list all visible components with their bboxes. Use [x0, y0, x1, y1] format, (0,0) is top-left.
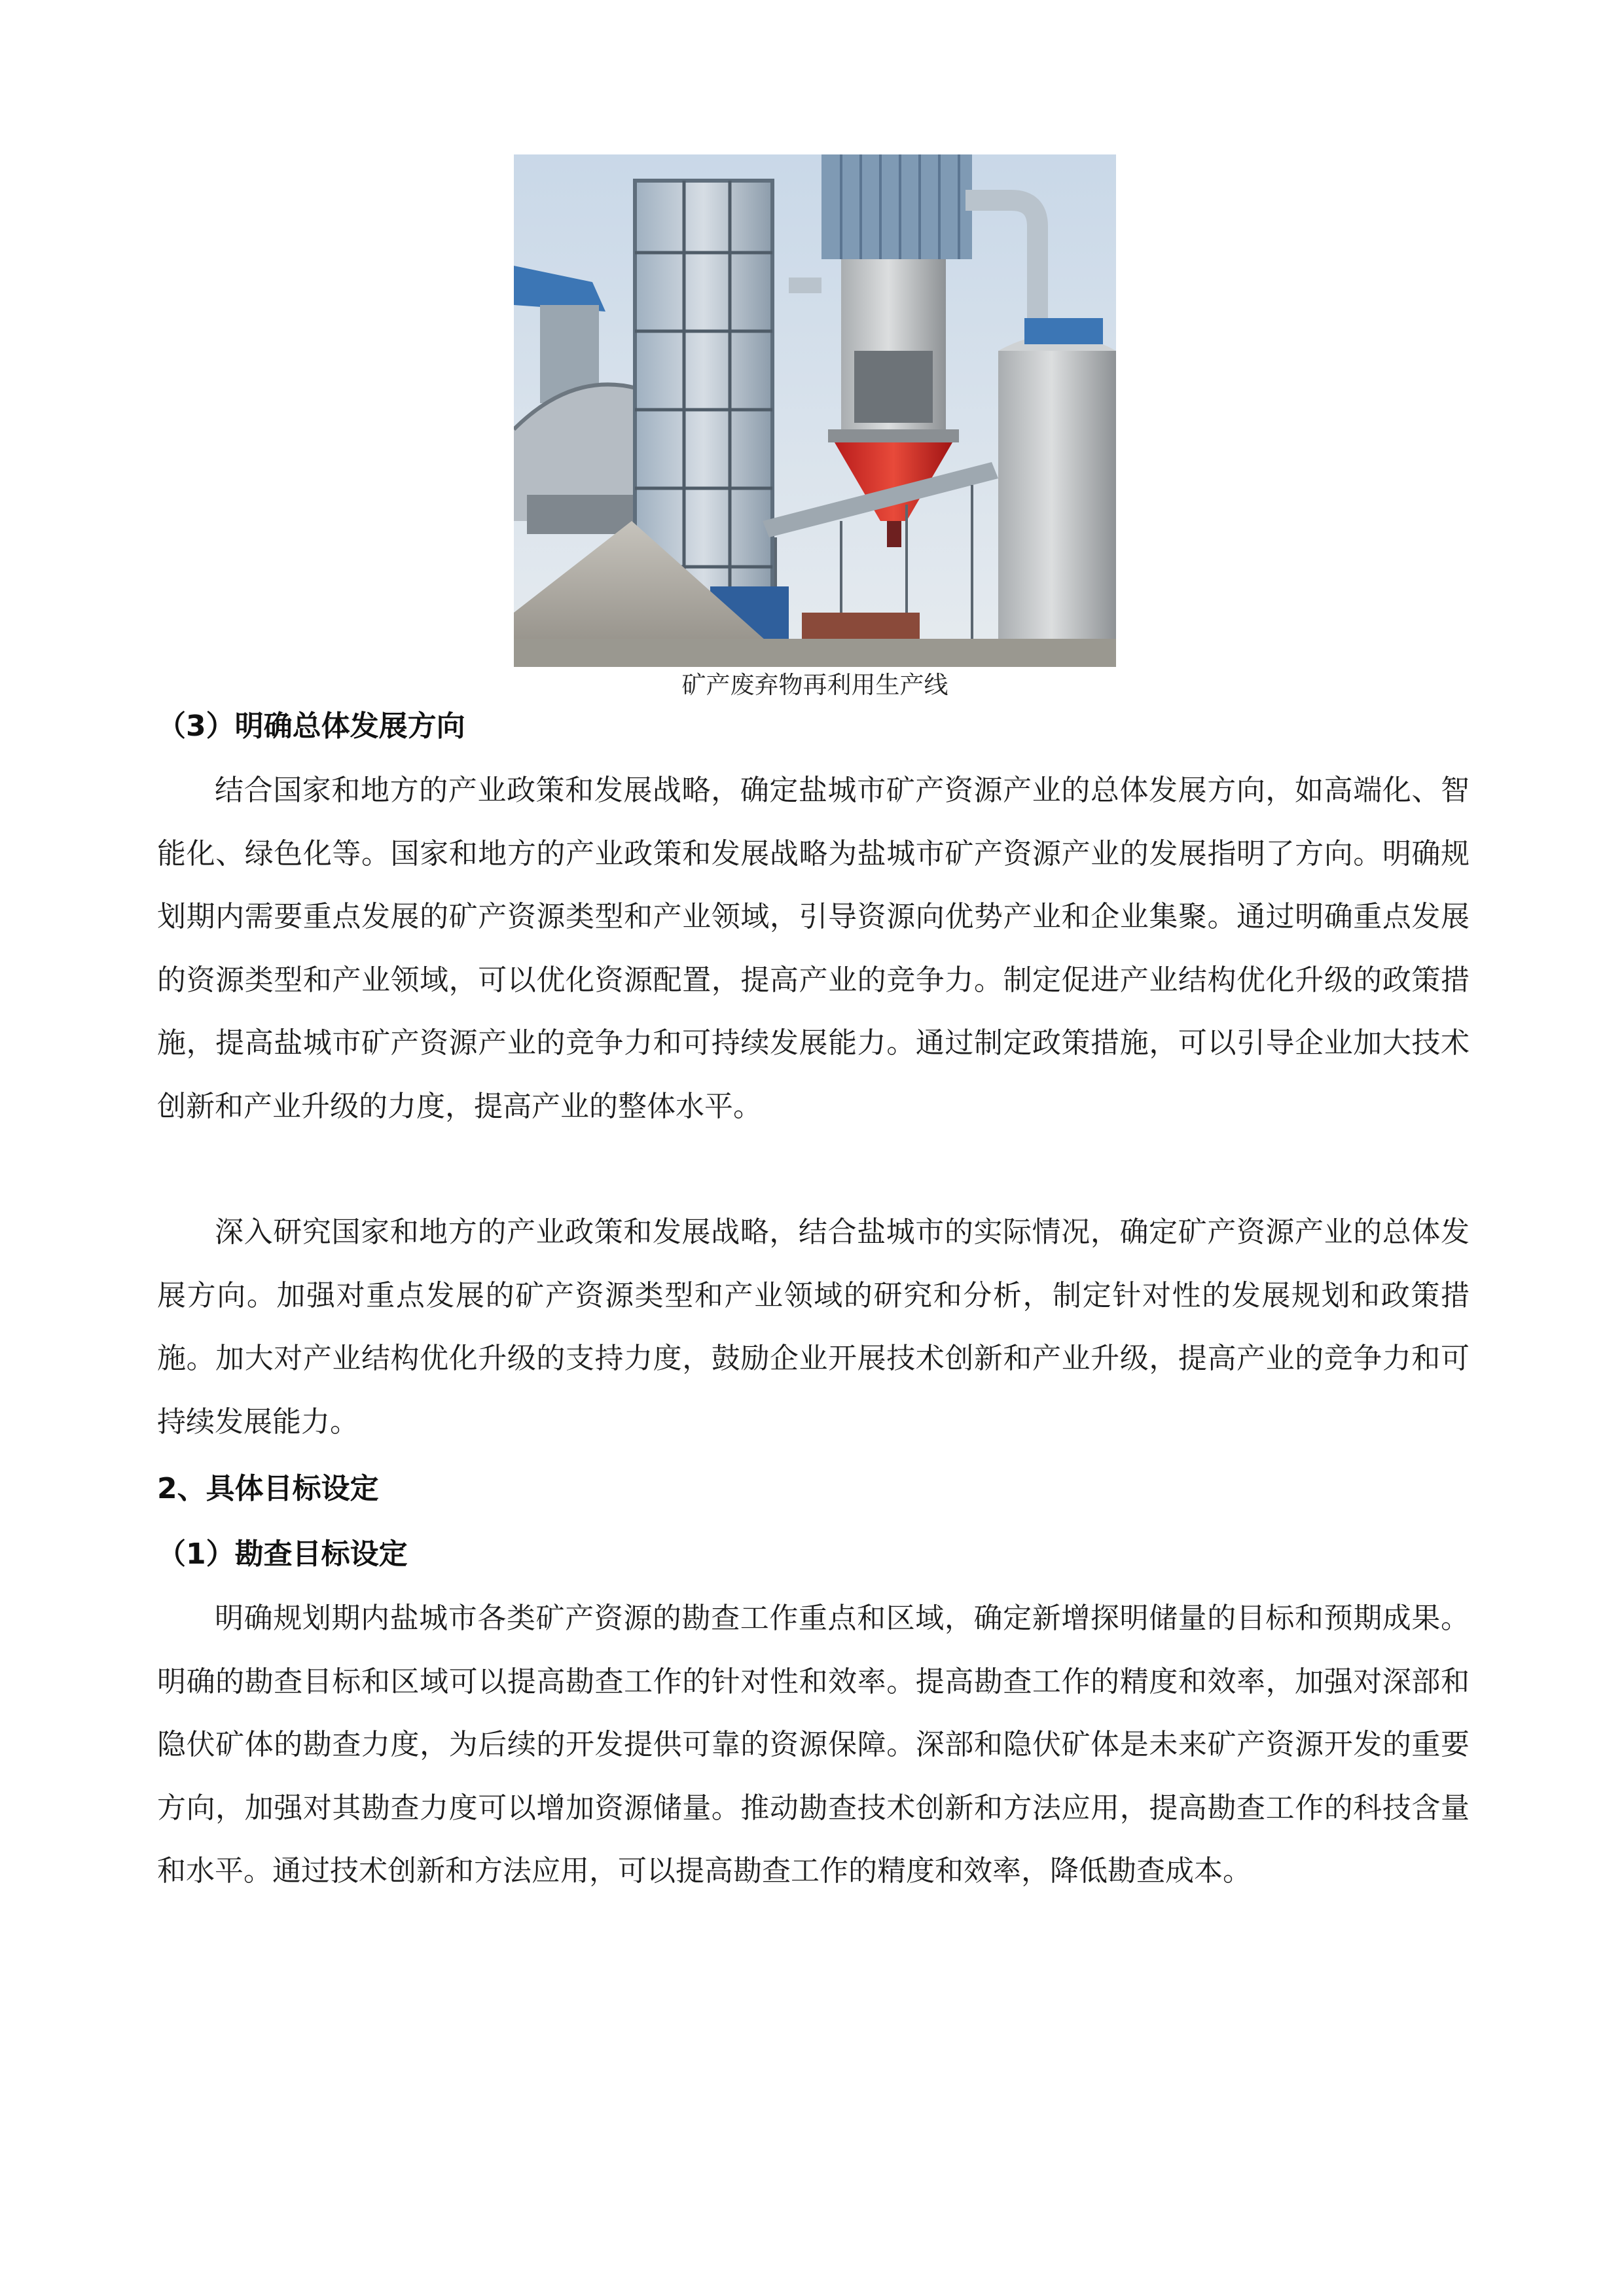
- paragraph: 明确规划期内盐城市各类矿产资源的勘查工作重点和区域，确定新增探明储量的目标和预期成果。明确的勘查目标和区域可以提高勘查工作的针对性和效率。提高勘查工作的精度和效率，加强对深部和隐伏矿体的勘查力度，为后续的开发提供可靠的资源保障。深部和隐伏矿体是未来矿产资源开发的重要方向，加强对其勘查力度可以增加资源储量。推动勘查技术创新和方法应用，提高勘查工作的科技含量和水平。通过技术创新和方法应用，可以提高勘查工作的精度和效率，降低勘查成本。: [157, 1602, 1470, 1888]
- section-heading-specific-targets: 2、具体目标设定: [157, 1472, 379, 1505]
- section-heading-exploration-targets: （1）勘查目标设定: [157, 1537, 408, 1571]
- production-line-photo: [514, 154, 1116, 667]
- paragraph: 深入研究国家和地方的产业政策和发展战略，结合盐城市的实际情况，确定矿产资源产业的总体发展方向。加强对重点发展的矿产资源类型和产业领域的研究和分析，制定针对性的发展规划和政策措施。加大对产业结构优化升级的支持力度，鼓励企业开展技术创新和产业升级，提高产业的竞争力和可持续发展能力。: [157, 1215, 1470, 1439]
- production-line-illustration: [514, 154, 1116, 667]
- paragraph: 结合国家和地方的产业政策和发展战略，确定盐城市矿产资源产业的总体发展方向，如高端化、智能化、绿色化等。国家和地方的产业政策和发展战略为盐城市矿产资源产业的发展指明了方向。明确规划期内需要重点发展的矿产资源类型和产业领域，引导资源向优势产业和企业集聚。通过明确重点发展的资源类型和产业领域，可以优化资源配置，提高产业的竞争力。制定促进产业结构优化升级的政策措施，提高盐城市矿产资源产业的竞争力和可持续发展能力。通过制定政策措施，可以引导企业加大技术创新和产业升级的力度，提高产业的整体水平。: [157, 774, 1470, 1123]
- section-heading-overall-direction: （3）明确总体发展方向: [157, 709, 465, 743]
- figure-caption: 矿产废弃物再利用生产线: [681, 671, 948, 699]
